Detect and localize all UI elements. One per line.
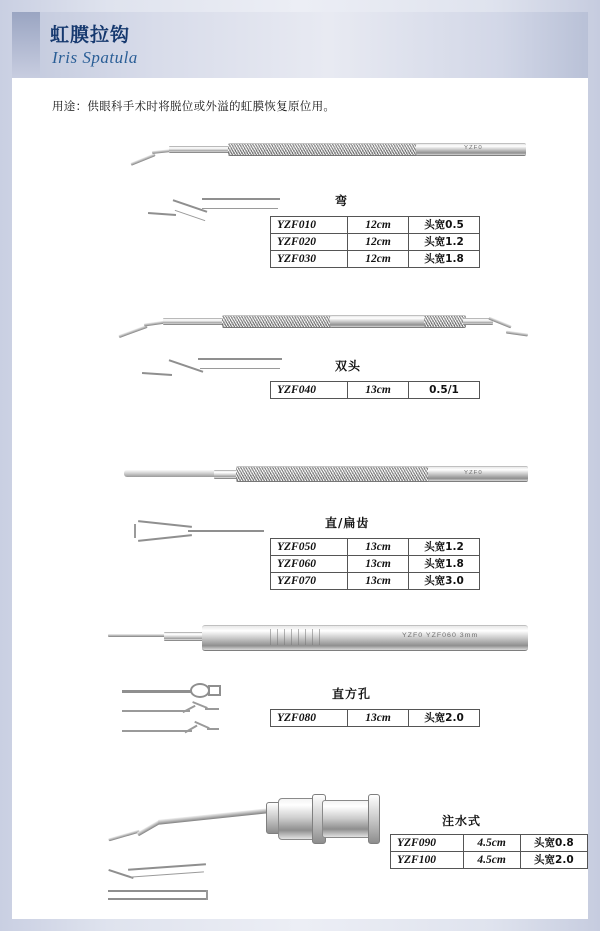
g4-handle-ribs (270, 629, 326, 645)
cell-code: YZF070 (271, 573, 348, 590)
g2-right-tip (506, 330, 528, 336)
g4-spec-table (270, 709, 480, 727)
g3-detail-outline-fork-tip (134, 524, 136, 538)
g4-flat-handle (202, 625, 528, 651)
cell-code: YZF020 (271, 234, 348, 251)
cell-length: 12cm (348, 234, 409, 251)
cell-code: YZF100 (391, 852, 464, 869)
g1-detail-outline-tip (148, 212, 176, 216)
cell-tip: 头宽1.2 (409, 234, 480, 251)
table-row (271, 710, 480, 727)
g2-left-tip (118, 325, 147, 338)
instrument-group-3 (12, 448, 588, 588)
g1-spec-table (270, 216, 480, 268)
cell-code: YZF060 (271, 556, 348, 573)
page-title-en: Iris Spatula (52, 48, 138, 67)
g2-handle-center (330, 315, 426, 328)
g2-knurled-handle-left (222, 315, 332, 328)
g5-luer-flange (368, 794, 380, 844)
g5-tip (108, 830, 140, 842)
g4-tip (108, 634, 168, 637)
cell-tip: 头宽1.8 (409, 251, 480, 268)
g3-engraving: YZF0 (464, 470, 483, 476)
table-row (271, 217, 480, 234)
cell-tip: 头宽0.5 (409, 217, 480, 234)
g5-shaft (158, 808, 268, 824)
g3-spec-table (270, 538, 480, 590)
cell-tip: 0.5/1 (409, 382, 480, 399)
g3-detail-outline-shaft (188, 530, 264, 532)
table-row (271, 539, 480, 556)
g2-left-shaft (163, 318, 225, 325)
g5-spec-table (390, 834, 588, 869)
cell-code: YZF050 (271, 539, 348, 556)
cell-length: 4.5cm (463, 835, 520, 852)
cell-tip: 头宽0.8 (520, 835, 587, 852)
g3-knurled-handle (236, 466, 430, 482)
g3-flat-blade (124, 470, 220, 477)
g4-detail-a-loop (190, 683, 210, 698)
g4-detail-b-tip (205, 708, 219, 710)
g3-detail-outline-fork-lower (138, 534, 192, 542)
g5-label: 注水式 (442, 814, 482, 828)
g1-label: 弯 (335, 194, 349, 208)
g1-detail-outline-shaft (202, 198, 280, 200)
cell-code: YZF090 (391, 835, 464, 852)
g5-detail-a-shaft (128, 863, 206, 870)
table-row (271, 382, 480, 399)
g1-detail-outline-shaft2 (202, 208, 278, 209)
g3-shaft (214, 470, 238, 479)
g1-detail-outline-bend2 (175, 210, 206, 221)
g4-engraving: YZF0 YZF060 3mm (402, 632, 479, 639)
g1-knurled-handle (228, 143, 418, 156)
table-row (271, 251, 480, 268)
cell-code: YZF030 (271, 251, 348, 268)
page-header (12, 12, 588, 78)
g3-label: 直/扁齿 (325, 516, 370, 530)
instrument-group-1 (12, 132, 588, 282)
g5-detail-b-tube-top (108, 890, 208, 892)
cell-length: 13cm (348, 382, 409, 399)
cell-code: YZF080 (271, 710, 348, 727)
cell-tip: 头宽3.0 (409, 573, 480, 590)
g4-detail-c-shaft (122, 730, 192, 732)
table-row (391, 852, 588, 869)
cell-tip: 头宽1.2 (409, 539, 480, 556)
page-title-cn: 虹膜拉钩 (50, 24, 131, 46)
cell-length: 13cm (348, 556, 409, 573)
instrument-group-2 (12, 294, 588, 424)
g4-detail-a-shaft (122, 690, 192, 693)
table-row (271, 556, 480, 573)
header-accent-bar (12, 12, 40, 78)
g5-detail-b-tube-end (206, 890, 208, 900)
cell-tip: 头宽1.8 (409, 556, 480, 573)
cell-length: 12cm (348, 217, 409, 234)
g4-detail-c-bend1 (184, 725, 197, 734)
g4-detail-a-square-hole (208, 685, 221, 696)
catalog-sheet (12, 12, 588, 919)
g3-detail-outline-fork-upper (138, 520, 192, 528)
g5-detail-a-shaft2 (130, 871, 204, 877)
table-row (271, 573, 480, 590)
g4-detail-c-tip (207, 728, 219, 730)
g1-engraving: YZF0 (464, 145, 483, 151)
g2-knurled-handle-right (424, 315, 466, 328)
g4-detail-b-shaft (122, 710, 190, 712)
cell-length: 13cm (348, 573, 409, 590)
cell-code: YZF010 (271, 217, 348, 234)
cell-length: 13cm (348, 539, 409, 556)
g2-spec-table (270, 381, 480, 399)
instrument-group-5 (12, 790, 588, 915)
cell-tip: 头宽2.0 (409, 710, 480, 727)
cell-code: YZF040 (271, 382, 348, 399)
cell-length: 4.5cm (463, 852, 520, 869)
cell-tip: 头宽2.0 (520, 852, 587, 869)
usage-description: 用途：供眼科手术时将脱位或外溢的虹膜恢复原位用。 (52, 99, 336, 113)
g2-detail-outline-shaft (198, 358, 282, 360)
cell-length: 12cm (348, 251, 409, 268)
instrument-group-4 (12, 612, 588, 762)
cell-length: 13cm (348, 710, 409, 727)
g2-detail-outline-bend (169, 359, 204, 373)
g1-tip-curve-a (130, 153, 155, 166)
g2-label: 双头 (335, 359, 362, 373)
g2-detail-outline-tip (142, 372, 172, 376)
g4-neck (164, 632, 206, 641)
g4-label: 直方孔 (332, 687, 372, 701)
g1-shaft (169, 146, 231, 153)
g2-detail-outline-shaft2 (200, 368, 280, 369)
table-row (391, 835, 588, 852)
g5-detail-b-tube-bottom (108, 898, 208, 900)
table-row (271, 234, 480, 251)
